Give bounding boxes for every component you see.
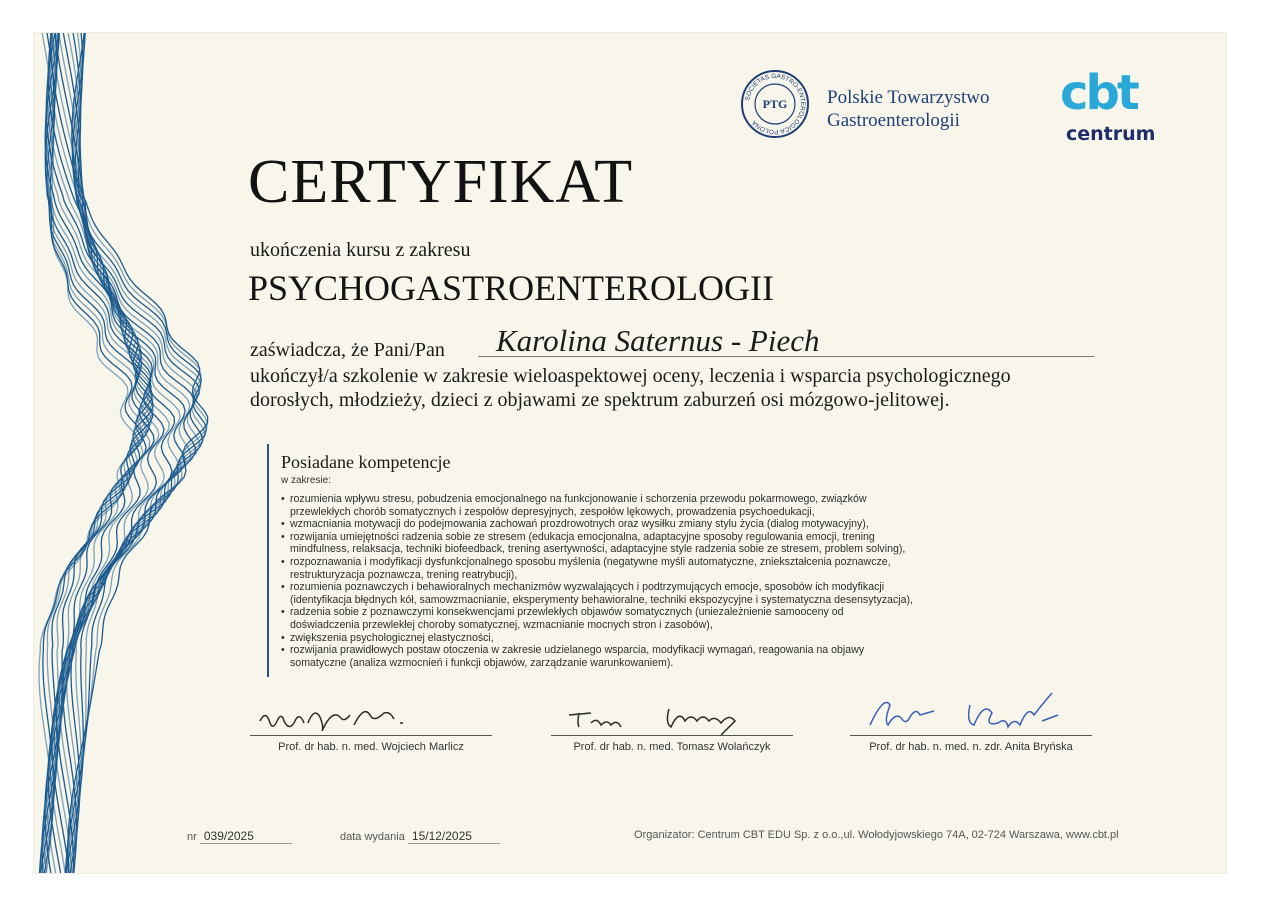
ptg-seal-text: SOCIETAS GASTRO-ENTEROLOGICA POLONA	[744, 72, 807, 136]
competency-item: • rozumienia wpływu stresu, pobudzenia emocjonalnego na funkcjonowanie i schorzenia przewodu pokarmowego, związków przewlekłych chorób somatycznych i zespołów depresyjnych, zespołów lękowych, prowadzenia psychoedukacji,	[281, 493, 1101, 518]
completion-line-2: dorosłych, młodzieży, dzieci z objawami ze spektrum zaburzeń osi mózgowo-jelitowej.	[250, 389, 950, 411]
issue-date	[340, 829, 500, 844]
certificate-sheet	[34, 33, 1226, 873]
handwritten-signature-2	[551, 699, 793, 739]
recipient-name: Karolina Saternus - Piech	[496, 323, 820, 358]
attest-label: zaświadcza, że Pani/Pan	[250, 339, 445, 361]
decorative-wave-border	[34, 33, 264, 873]
wave-line	[44, 33, 153, 873]
signature-line-3	[850, 735, 1092, 736]
signatory-3-name: Prof. dr hab. n. med. n. zdr. Anita Bryńska	[869, 741, 1073, 753]
wave-line	[67, 33, 208, 873]
cbt-mark: cbt	[1060, 65, 1137, 121]
competency-item: • rozwijania umiejętności radzenia sobie ze stresem (edukacja emocjonalna, adaptacyjne sposoby regulowania emocji, trening mindfulness, relaksacja, techniki biofeedback, trening asertywności, adaptacyjne style radzenia sobie ze stresem, problem solving),	[281, 531, 1101, 556]
wave-line	[47, 33, 152, 873]
certificate-number	[187, 829, 292, 844]
signature-line-2	[551, 735, 793, 736]
completion-line-1: ukończył/a szkolenie w zakresie wieloaspektowej oceny, leczenia i wsparcia psychologicznego	[250, 365, 1011, 387]
signature-line-1	[250, 735, 492, 736]
competencies-section	[267, 444, 1101, 677]
date-label: data wydania	[340, 831, 405, 843]
competency-item: • zwiększenia psychologicznej elastyczności,	[281, 632, 1101, 645]
competency-item: • rozwijania prawidłowych postaw otoczenia w zakresie udzielanego wsparcia, modyfikacji wymagań, reagowania na objawy somatyczne (analiza wzmocnień i funkcji objawów, zarządzanie warunkowaniem).	[281, 644, 1101, 669]
competencies-scope: w zakresie:	[281, 475, 332, 486]
wave-line	[65, 33, 206, 873]
organizer-info: Organizator: Centrum CBT EDU Sp. z o.o.,ul. Wołodyjowskiego 74A, 02-724 Warszawa, www.cbt.pl	[634, 829, 1119, 841]
certificate-title: CERTYFIKAT	[248, 148, 634, 216]
signatory-2-name: Prof. dr hab. n. med. Tomasz Wolańczyk	[573, 741, 771, 753]
wave-line	[48, 33, 154, 873]
ptg-seal-icon	[740, 69, 810, 139]
date-value: 15/12/2025	[408, 829, 500, 844]
signature-block-3	[850, 699, 1092, 759]
signatory-1-name: Prof. dr hab. n. med. Wojciech Marlicz	[278, 741, 464, 753]
recipient-underline	[478, 356, 1094, 357]
nr-value: 039/2025	[200, 829, 292, 844]
nr-label: nr	[187, 831, 197, 843]
course-name: PSYCHOGASTROENTEROLOGII	[248, 268, 775, 308]
completion-statement	[250, 364, 1150, 412]
wave-line	[53, 33, 170, 873]
competency-item: • wzmacniania motywacji do podejmowania zachowań prozdrowotnych oraz wysiłku zmiany stylu życia (dialog motywacyjny),	[281, 518, 1101, 531]
ptg-name-line1: Polskie Towarzystwo	[827, 87, 990, 108]
competency-item: • rozumienia poznawczych i behawioralnych mechanizmów wyzwalających i podtrzymujących emocje, sposobów ich modyfikacji (identyfikacja błędnych kół, samowzmacnianie, eksperymenty behawioralne, techniki ekspozycyjne i systematyczna desensytyzacja),	[281, 581, 1101, 606]
competency-item: • radzenia sobie z poznawczymi konsekwencjami przewlekłych objawów somatycznych (uniezależnienie samooceny od doświadczenia przewlekłej choroby somatycznej, wzmacnianie mocnych stron i zasobów),	[281, 606, 1101, 631]
signature-block-1	[250, 699, 492, 759]
signature-block-2	[551, 699, 793, 759]
wave-line	[68, 33, 199, 873]
cbt-word: centrum	[1066, 123, 1156, 145]
competency-item: • rozpoznawania i modyfikacji dysfunkcjonalnego sposobu myślenia (negatywne myśli automatyczne, zniekształcenia poznawcze, restrukturyzacja poznawcza, trening reatrybucji),	[281, 556, 1101, 581]
cbt-logo	[1060, 65, 1165, 145]
handwritten-signature-1	[250, 699, 492, 739]
wave-line	[68, 33, 208, 873]
handwritten-signature-3	[850, 691, 1120, 735]
ptg-name	[827, 86, 989, 132]
competencies-list	[281, 493, 1101, 669]
ptg-name-line2: Gastroenterologii	[827, 110, 960, 131]
wave-line	[41, 33, 154, 873]
ptg-seal-letters: PTG	[762, 97, 788, 111]
certificate-subtitle: ukończenia kursu z zakresu	[250, 239, 471, 261]
competencies-title: Posiadane kompetencje	[281, 452, 451, 472]
